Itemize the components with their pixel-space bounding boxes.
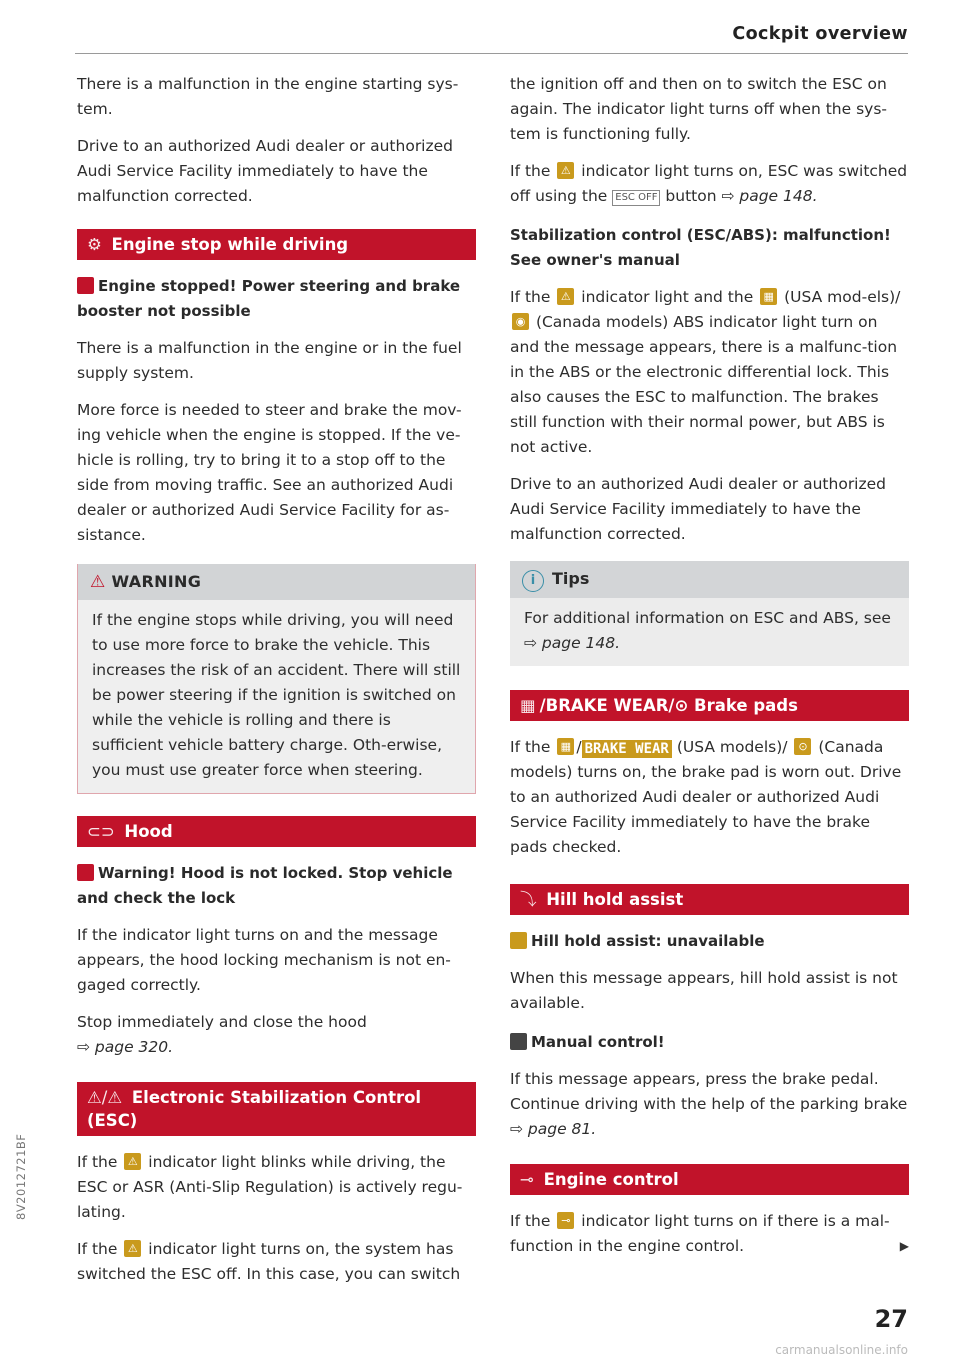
brake-pad-canada-indicator-icon: ⊙ [794, 738, 811, 755]
brake-wear-indicator-icon: ▦ [557, 738, 574, 755]
continue-arrow-icon: ▶ [899, 1239, 909, 1253]
manual-control-subheading: Manual control! [510, 1030, 909, 1055]
section-esc: ⚠/⚠ Electronic Stabilization Control (ESC) [77, 1082, 476, 1136]
left-column [77, 72, 476, 1287]
paragraph-esc-blinks: If the ⚠ indicator light blinks while driving, the ESC or ASR (Anti-Slip Regulation) is actively regu-lating. [77, 1153, 463, 1221]
hill-hold-icon: ⤵ [520, 890, 537, 909]
esc-off-button-icon: ESC OFF [612, 190, 660, 206]
paragraph-starting-malfunction: There is a malfunction in the engine starting sys-tem. [77, 75, 459, 118]
esc-indicator-icon: ⚠ [557, 288, 574, 305]
paragraph-drive-dealer-2: Drive to an authorized Audi dealer or authorized Audi Service Facility immediately to have the malfunction corrected. [510, 475, 887, 543]
section-engine-stop-while-driving [77, 229, 476, 260]
tips-box [510, 561, 909, 666]
paragraph-brake-pads: If the ▦ / BRAKE WEAR (USA models)/ ⊙ (Canada models) turns on, the brake pad is worn out. Drive to an authorized Audi dealer or authorized Audi Service Facility immediately to have the brake pads checked. [510, 738, 902, 856]
page-ref-148[interactable]: ⇨ page 148. [524, 634, 621, 652]
esc-indicator-icon: ⚠ [124, 1240, 141, 1257]
abs-malfunction-subheading: Stabilization control (ESC/ABS): malfunction! See owner's manual [510, 226, 891, 269]
warning-triangle-icon: ⚠ [90, 572, 106, 592]
page-ref-81[interactable]: ⇨ page 81. [510, 1120, 597, 1138]
section-title: Engine stop while driving [111, 235, 349, 254]
paragraph-manual-control: If this message appears, press the brake pedal. Continue driving with the help of the parking brake ⇨ page 81. [510, 1070, 908, 1138]
header-rule [75, 53, 908, 54]
warning-header: ⚠ WARNING [78, 564, 475, 600]
esc-off-indicator-icon: ⚠ [557, 162, 574, 179]
section-hill-hold: ⤵ Hill hold assist [510, 884, 909, 915]
esc-icon: ⚠/⚠ [87, 1088, 123, 1107]
paragraph-ignition-off-on: the ignition off and then on to switch the ESC on again. The indicator light turns off when the sys-tem is functioning fully. [510, 75, 887, 143]
brake-wear-label-icon: BRAKE WEAR [582, 740, 672, 758]
paragraph-drive-dealer: Drive to an authorized Audi dealer or authorized Audi Service Facility immediately to have the malfunction corrected. [77, 137, 454, 205]
tips-header: i Tips [510, 561, 909, 598]
paragraph-abs-malfunction: If the ⚠ indicator light and the ▦ (USA mod-els)/ ◉ (Canada models) ABS indicator light turn on and the message appears, there is a malfunc-tion in the ABS or the electronic differential lock. This also causes the ESC to malfunction. The brakes still function with their normal power, but ABS is not active. [510, 288, 901, 456]
esc-indicator-icon: ⚠ [124, 1153, 141, 1170]
watermark: carmanualsonline.info [775, 1343, 908, 1357]
engine-control-icon: ⊸ [520, 1170, 534, 1189]
section-engine-control: ⊸ Engine control [510, 1164, 909, 1195]
engine-stopped-subheading: Engine stopped! Power steering and brake booster not possible [77, 277, 461, 320]
paragraph-hood-locking: If the indicator light turns on and the message appears, the hood locking mechanism is not en-gaged correctly. [77, 926, 451, 994]
tips-text: For additional information on ESC and ABS, see ⇨ page 148. [524, 609, 891, 652]
section-brake-pads: ▦ /BRAKE WEAR/⊙ Brake pads [510, 690, 909, 721]
hood-indicator-icon [77, 864, 94, 881]
abs-usa-indicator-icon: ▦ [760, 288, 777, 305]
engine-control-indicator-icon: ⊸ [557, 1212, 574, 1229]
page-header-title: Cockpit overview [732, 24, 908, 44]
paragraph-hill-hold: When this message appears, hill hold assist is not available. [510, 969, 898, 1012]
hill-hold-unavailable-subheading: Hill hold assist: unavailable [510, 929, 909, 954]
page-ref-148[interactable]: ⇨ page 148. [721, 187, 818, 205]
engine-stop-icon: ⚙ [87, 235, 102, 254]
paragraph-engine-control: If the ⊸ indicator light turns on if there is a mal-function in the engine control. ▶ [510, 1209, 909, 1259]
paragraph-more-force: More force is needed to steer and brake the mov-ing vehicle when the engine is stopped. If the ve-hicle is rolling, try to bring it to a stop off to the side from moving traffic. See an authorized Audi dealer or authorized Audi Service Facility for as-sistance. [77, 401, 462, 544]
abs-canada-indicator-icon: ◉ [512, 313, 529, 330]
page-ref-320[interactable]: ⇨ page 320. [77, 1038, 174, 1056]
right-column [510, 72, 909, 1259]
hill-hold-indicator-icon [510, 932, 527, 949]
warning-box [77, 564, 476, 794]
paragraph-fuel-supply: There is a malfunction in the engine or in the fuel supply system. [77, 339, 462, 382]
info-icon: i [522, 570, 544, 592]
warning-text: If the engine stops while driving, you will need to use more force to brake the vehicle. This increases the risk of an accident. There will still be power steering if the ignition is switched on while the vehicle is rolling and there is sufficient vehicle battery charge. Oth-erwise, you must use greater force when steering. [92, 611, 461, 779]
hood-warning-subheading: Warning! Hood is not locked. Stop vehicle and check the lock [77, 864, 453, 907]
page-number: 27 [874, 1305, 908, 1333]
paragraph-esc-off-button: If the ⚠ indicator light turns on, ESC was switched off using the ESC OFF button ⇨ page 148. [510, 162, 908, 205]
document-code: 8V2012721BF [14, 1133, 28, 1220]
brake-wear-icon: ▦ [520, 696, 536, 715]
hood-icon: ⊂⊃ [87, 822, 115, 841]
engine-stop-indicator-icon [77, 277, 94, 294]
manual-control-indicator-icon [510, 1033, 527, 1050]
paragraph-stop-close-hood: Stop immediately and close the hood ⇨ page 320. [77, 1013, 367, 1056]
section-hood: ⊂⊃ Hood [77, 816, 476, 847]
paragraph-esc-switched-off: If the ⚠ indicator light turns on, the system has switched the ESC off. In this case, you can switch [77, 1240, 461, 1283]
